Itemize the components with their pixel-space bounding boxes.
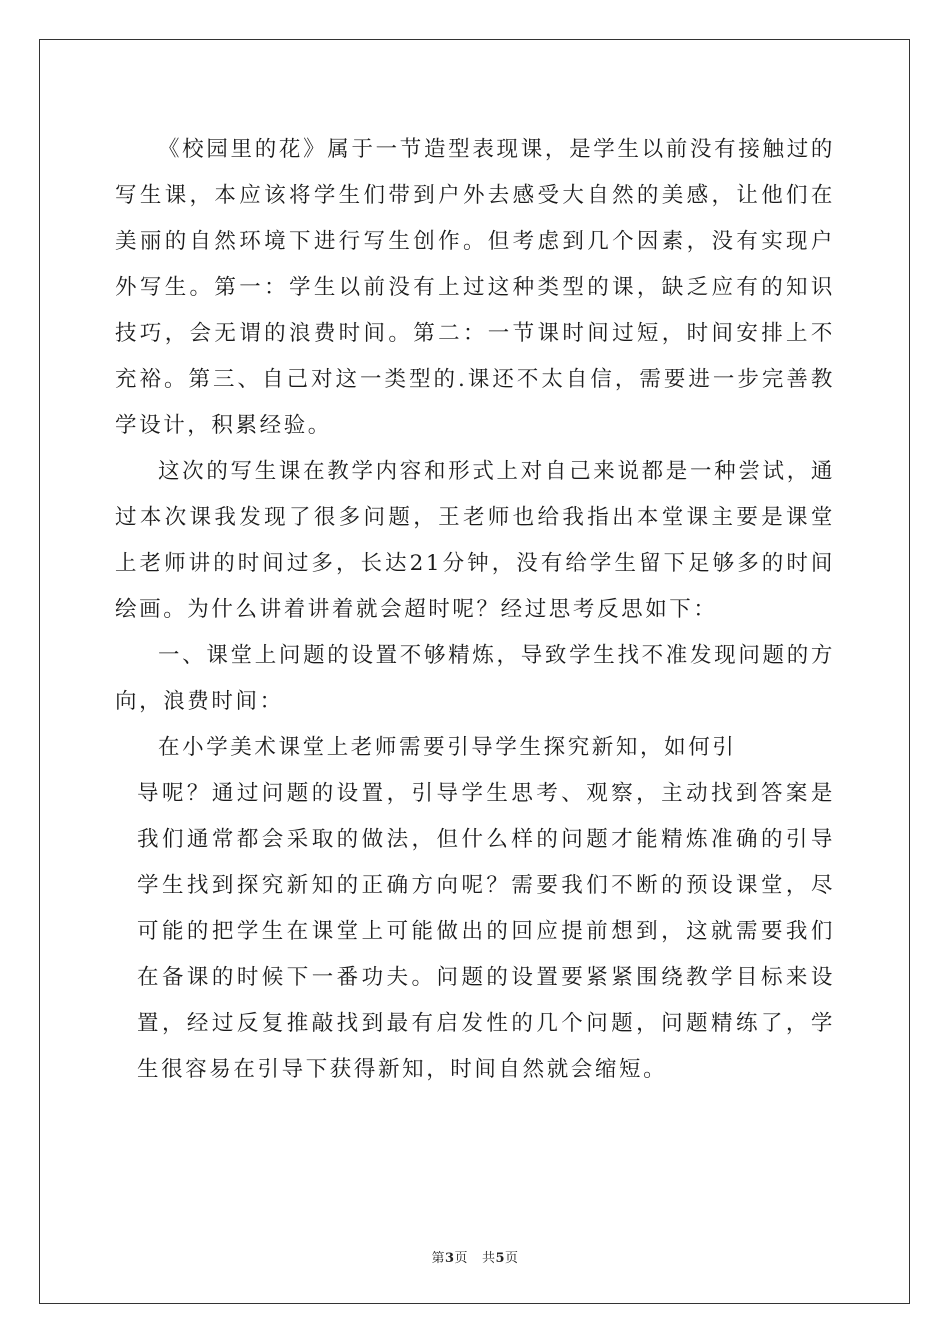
paragraph-heading-one: 一、课堂上问题的设置不够精炼，导致学生找不准发现问题的方向，浪费时间： (115, 643, 835, 714)
footer-total-prefix: 共 (481, 1251, 496, 1266)
footer-total-suffix: 页 (505, 1251, 519, 1266)
footer-page-number: 3 (444, 1251, 455, 1266)
page-footer (0, 1247, 950, 1266)
footer-total-pages: 5 (495, 1251, 506, 1266)
footer-prefix: 第 (431, 1251, 445, 1266)
document-body (115, 127, 835, 1093)
paragraph-intro: 《校园里的花》属于一节造型表现课，是学生以前没有接触过的写生课，本应该将学生们带到户外去感受大自然的美感，让他们在美丽的自然环境下进行写生创作。但考虑到几个因素，没有实现户外写生。第一：学生以前没有上过这种类型的课，缺乏应有的知识技巧，会无谓的浪费时间。第二：一节课时间过短，时间安排上不充裕。第三、自己对这一类型的.课还不太自信，需要进一步完善教学设计，积累经验。 (115, 137, 835, 438)
paragraph-reflection: 这次的写生课在教学内容和形式上对自己来说都是一种尝试，通过本次课我发现了很多问题，王老师也给我指出本堂课主要是课堂上老师讲的时间过多，长达21分钟，没有给学生留下足够多的时间绘画。为什么讲着讲着就会超时呢？经过思考反思如下： (115, 459, 835, 622)
footer-page-suffix: 页 (454, 1251, 469, 1266)
paragraph-guidance-start: 在小学美术课堂上老师需要引导学生探究新知，如何引 (158, 735, 737, 760)
paragraph-guidance-body: 导呢？通过问题的设置，引导学生思考、观察，主动找到答案是我们通常都会采取的做法，但什么样的问题才能精炼准确的引导学生找到探究新知的正确方向呢？需要我们不断的预设课堂，尽可能的把学生在课堂上可能做出的回应提前想到，这就需要我们在备课的时候下一番功夫。问题的设置要紧紧围绕教学目标来设置，经过反复推敲找到最有启发性的几个问题，问题精练了，学生很容易在引导下获得新知，时间自然就会缩短。 (137, 781, 835, 1082)
